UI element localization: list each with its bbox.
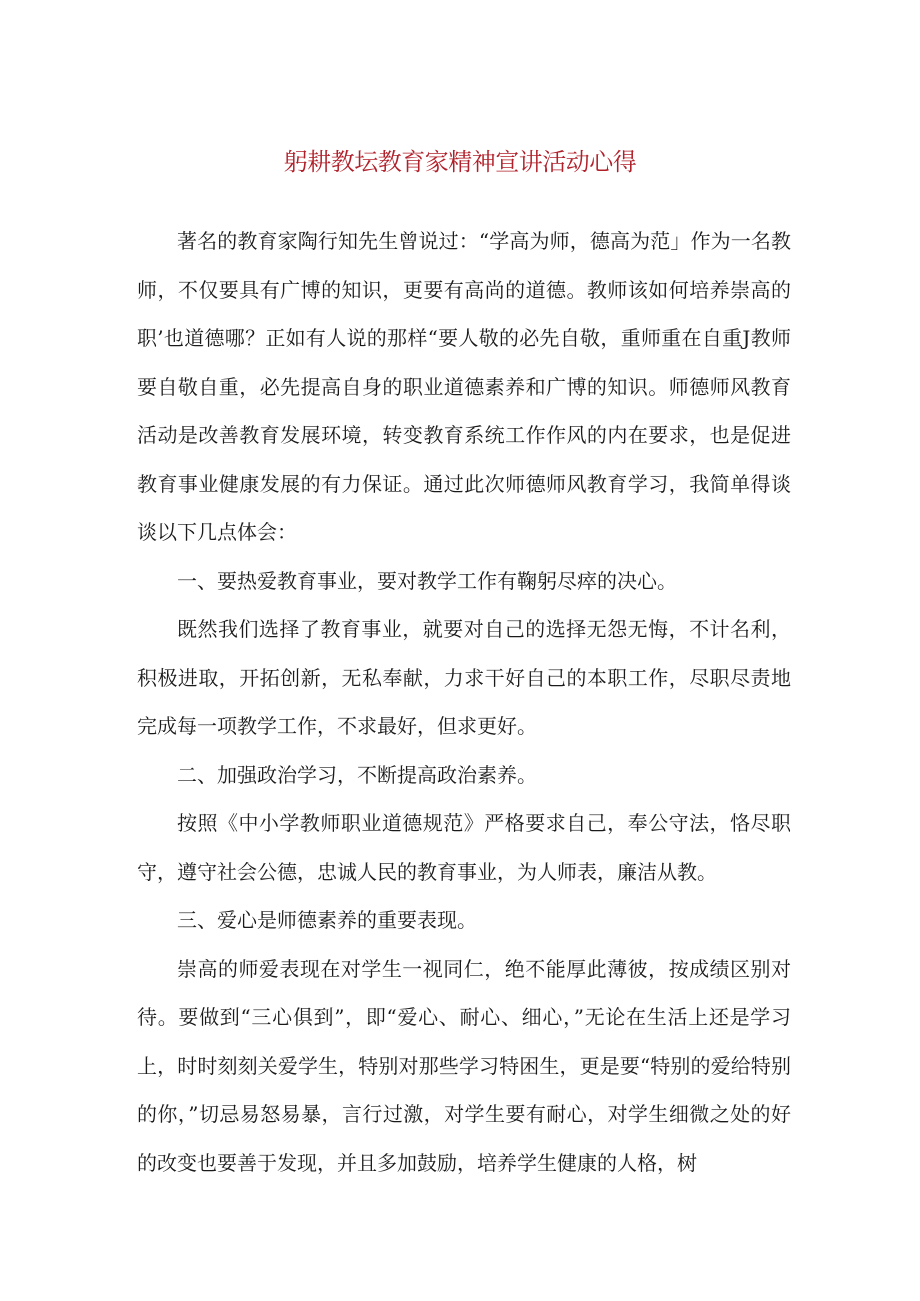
- paragraph-point-three: 崇高的师爱表现在对学生一视同仁，绝不能厚此薄彼，按成绩区别对待。要做到“三心俱到”，即“爱心、耐心、细心，”无论在生活上还是学习上，时时刻刻关爱学生，特别对那些学习特困生，更是要“特别的爱给特别的你，”切忌易怒易暴，言行过激，对学生要有耐心，对学生细微之处的好的改变也要善于发现，并且多加鼓励，培养学生健康的人格，树: [137, 956, 791, 1175]
- document-body: [137, 217, 791, 1187]
- heading-point-three: 三、爱心是师德素养的重要表现。: [177, 908, 477, 932]
- paragraph-intro: 著名的教育家陶行知先生曾说过：“学高为师，德高为范」作为一名教师，不仅要具有广博的知识，更要有高尚的道德。教师该如何培养崇高的职’也道德哪？正如有人说的那样“要人敬的必先自敬，重师重在自重J教师要自敬自重，必先提高自身的职业道德素养和广博的知识。师德师风教育活动是改善教育发展环境，转变教育系统工作作风的内在要求，也是促进教育事业健康发展的有力保证。通过此次师德师风教育学习，我简单得谈谈以下几点体会：: [137, 229, 791, 544]
- heading-point-two: 二、加强政治学习，不断提高政治素养。: [177, 762, 537, 787]
- paragraph-point-two: 按照《中小学教师职业道德规范》严格要求自己，奉公守法，恪尽职守，遵守社会公德，忠诚人民的教育事业，为人师表，廉洁从教。: [137, 811, 791, 884]
- heading-point-one: 一、要热爱教育事业，要对教学工作有鞠躬尽瘁的决心。: [177, 568, 677, 593]
- paragraph-point-one: 既然我们选择了教育事业，就要对自己的选择无怨无悔，不计名利，积极进取，开拓创新，无私奉献，力求干好自己的本职工作，尽职尽责地完成每一项教学工作，不求最好，但求更好。: [137, 617, 791, 738]
- document-title: 躬耕教坛教育家精神宣讲活动心得: [283, 148, 637, 176]
